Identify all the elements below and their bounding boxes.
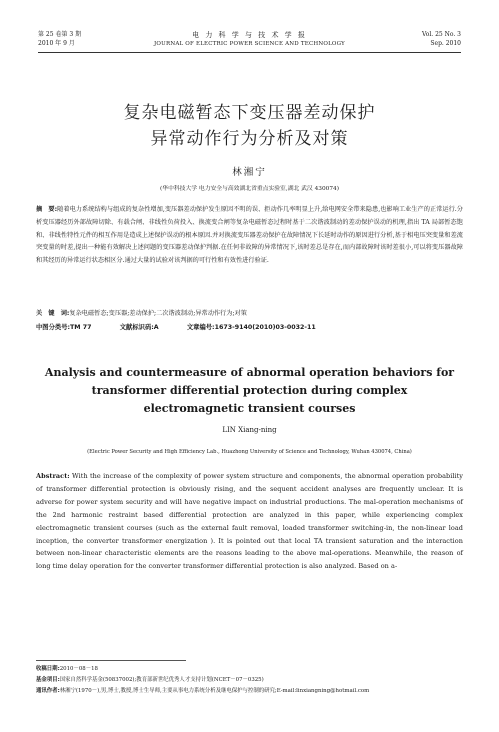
author-cn: 林湘宁 [232,167,267,178]
received-value: 2010－08－18 [59,666,98,672]
date-cn: 2010 年 9 月 [38,40,75,47]
corresponding-author [36,686,463,697]
document-code [120,324,159,331]
keywords-cn [36,308,463,320]
abstract-en-label: Abstract: [36,472,70,480]
classification-row [36,322,463,334]
title-en-line-1: Analysis and countermeasure of abnormal operation behaviors for [44,366,455,379]
volume-cn: 第 25 卷第 3 期 [38,31,82,38]
keywords-cn-text: 复杂电磁暂态;变压器;差动保护;二次谐波制动;异常动作行为;对策 [69,310,247,317]
title-en [0,364,499,418]
abstract-cn-label: 摘 要: [36,206,58,213]
clc-label: 中图分类号: [36,324,71,331]
title-cn [0,100,499,152]
doc-value: A [153,324,159,331]
abstract-en-text: With the increase of the complexity of power system structure and components, the abnormal operation probability of transformer differential protection is obviously rising, and the sequent accident analyses are frequently unclear. It is adverse for power system security and will have negative impact on industrial productions. The mal-operation mechanisms of the 2nd harmonic restraint based differential protection are analyzed in this paper, while experiencing complex electromagnetic transient courses (such as the external fault removal, loaded transformer switching-in, the non-linear load inception, the converter transformer energization ). It is pointed out that local TA transient saturation and the interaction between non-linear characteristic elements are the reasons leading to the above mal-operations. Meanwhile, the reason of long time delay operation for the converter transformer differential protection is also analyzed. Based on a- [36,472,464,571]
date-en: Sep. 2010 [430,40,461,47]
author-en: LIN Xiang-ning [222,426,277,434]
clc-value: TM 77 [70,324,92,331]
fund-value: 国家自然科学基金(50837002);教育部新世纪优秀人才支持计划(NCET－07－0325) [59,677,264,683]
author-label: 通讯作者: [36,688,60,694]
affiliation-en: (Electric Power Security and High Efficiency Lab., Huazhong University of Science and Technology, Wuhan 430074, China) [87,449,412,455]
header-volume-date-en [422,30,461,48]
journal-name-en: JOURNAL OF ELECTRIC POWER SCIENCE AND TECHNOLOGY [154,41,345,47]
title-en-line-2: transformer differential protection during complex [91,384,408,397]
clc-number [36,324,92,331]
abstract-cn [36,204,463,268]
keywords-cn-label: 关 键 词: [36,310,70,317]
footnote-rule [36,660,186,661]
affiliation-cn: (华中科技大学 电力安全与高效湖北省重点实验室,湖北 武汉 430074) [160,186,339,192]
author-value: 林湘宁(1970－),男,博士,教授,博士生导师,主要从事电力系统分析及继电保护与控制的研究;E-mail:linxiangning@hotmail.com [59,688,370,694]
abstract-cn-text: 随着电力系统结构与组成的复杂性增加,变压器差动保护发生原因不明的误、拒动作几率明显上升,给电网安全带来隐患,也影响工业生产的正常运行.分析变压器经历外部故障切除、有载合闸、非线性负荷投入、换流变合闸等复杂电磁暂态过程时基于二次谐波制动的差动保护误动的机理,指出 TA 局部暂态饱和、非线性特性元件的相互作用是造成上述保护误动的根本原因.并对换流变压器差动保护在故障情况下长延时动作的原因进行分析,基于相电压突变量和差流突变量的时差,提出一种能有效解决上述问题的变压器差动保护判据.在任何非故障的异常情况下,该时差总是存在,而内部故障时该时差很小,可以将变压器故障和其经历的异常运行状态相区分.通过大量的试验对该判据的可行性和有效性进行验证. [36,206,463,265]
received-date [36,664,463,675]
header-rule [38,52,461,53]
footnotes [36,664,463,697]
article-number [187,324,316,331]
fund-project [36,675,463,686]
fund-label: 基金项目: [36,677,60,683]
journal-name-cn: 电 力 科 学 与 技 术 学 报 [192,31,307,39]
title-cn-line-1: 复杂电磁暂态下变压器差动保护 [123,103,376,123]
abstract-en [36,470,463,573]
volume-en: Vol. 25 No. 3 [421,31,461,38]
title-en-line-3: electromagnetic transient courses [143,402,356,415]
title-cn-line-2: 异常动作行为分析及对策 [150,129,349,149]
doc-label: 文献标识码: [119,324,154,331]
article-value: 1673-9140(2010)03-0032-11 [214,324,316,331]
article-label: 文章编号: [186,324,215,331]
received-label: 收稿日期: [36,666,60,672]
